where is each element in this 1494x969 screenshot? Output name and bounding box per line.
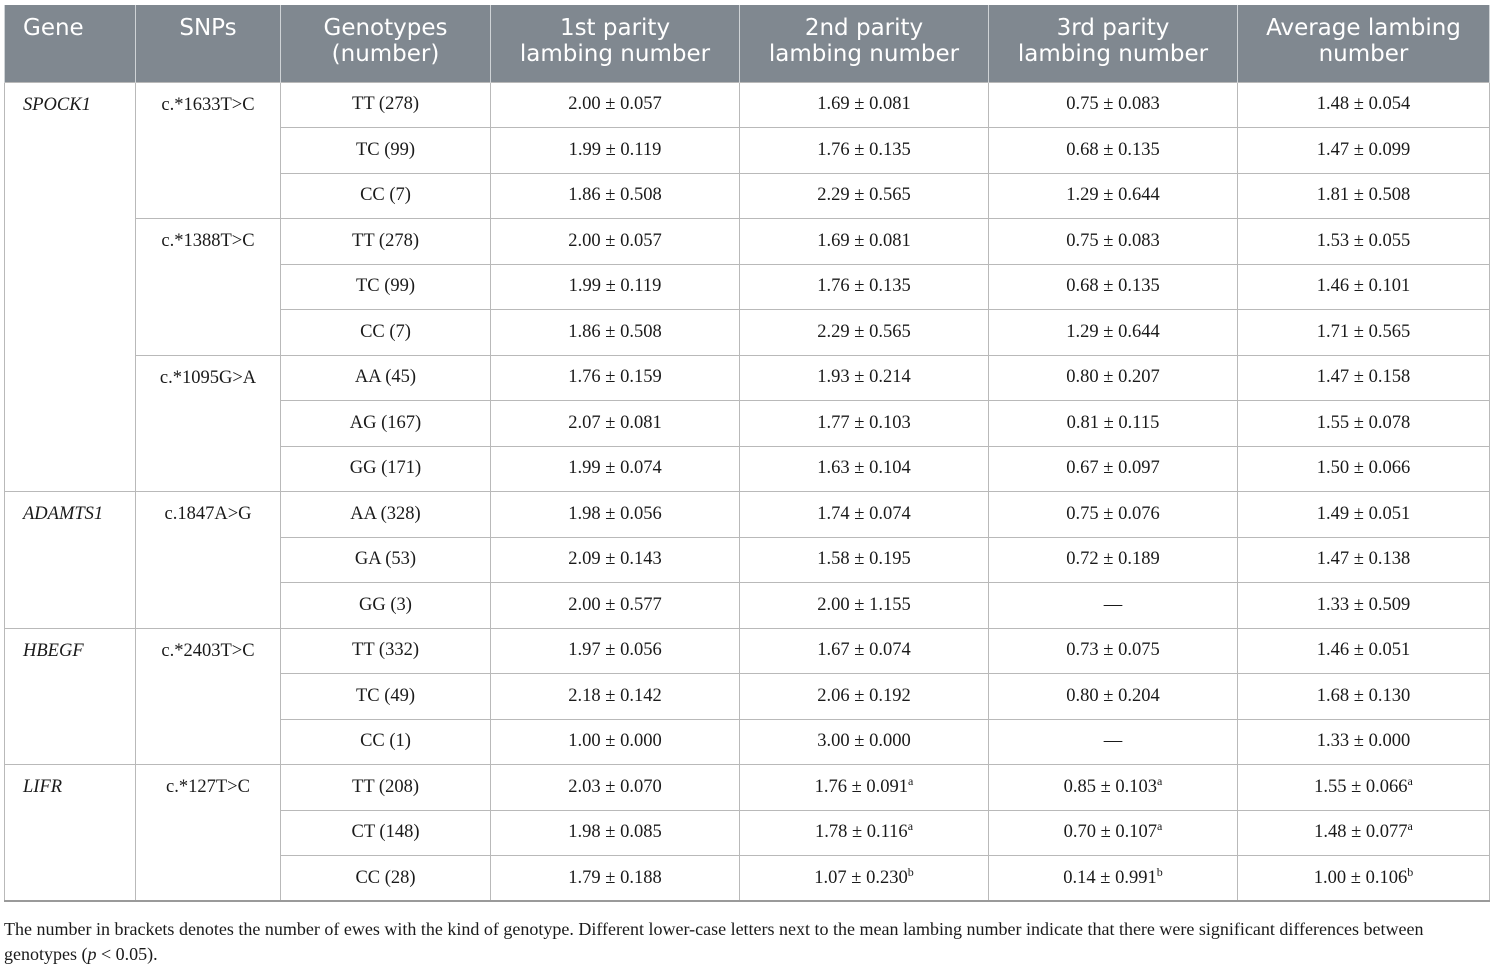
- average-cell-value: 1.33 ± 0.509: [1316, 594, 1411, 615]
- genotype-cell: TC (99): [281, 128, 491, 174]
- third-parity-cell: [989, 674, 1238, 720]
- first-parity-cell-value: 1.86 ± 0.508: [568, 321, 662, 342]
- genotype-cell: CC (7): [281, 173, 491, 219]
- first-parity-cell-value: 1.00 ± 0.000: [568, 731, 662, 752]
- header-first-parity: [491, 5, 740, 82]
- first-parity-cell-value: 2.03 ± 0.070: [568, 776, 662, 797]
- genotype-cell: GG (171): [281, 446, 491, 492]
- first-parity-cell-value: 1.76 ± 0.159: [568, 367, 662, 388]
- genotype-cell: GA (53): [281, 537, 491, 583]
- second-parity-cell-value: 1.69 ± 0.081: [817, 230, 911, 251]
- significance-letter: b: [1156, 864, 1163, 879]
- average-cell: [1238, 492, 1490, 538]
- second-parity-cell-value: 1.69 ± 0.081: [817, 94, 911, 115]
- first-parity-cell: [491, 219, 740, 265]
- header-first-parity-line2: lambing number: [519, 41, 711, 67]
- third-parity-cell-value: 1.29 ± 0.644: [1066, 321, 1160, 342]
- second-parity-cell-value: 1.93 ± 0.214: [817, 367, 911, 388]
- first-parity-cell: [491, 492, 740, 538]
- first-parity-cell: [491, 173, 740, 219]
- first-parity-cell-value: 1.99 ± 0.119: [568, 276, 662, 297]
- first-parity-cell: [491, 810, 740, 856]
- footnote-p-symbol: p: [87, 944, 97, 964]
- third-parity-cell-value: 0.68 ± 0.135: [1066, 139, 1160, 160]
- third-parity-cell-value: 0.14 ± 0.991: [1063, 867, 1157, 888]
- table-body: [5, 82, 1490, 901]
- first-parity-cell-value: 1.98 ± 0.085: [568, 822, 662, 843]
- second-parity-cell: [740, 810, 989, 856]
- average-cell-value: 1.55 ± 0.078: [1316, 412, 1411, 433]
- first-parity-cell: [491, 674, 740, 720]
- genotype-cell: AA (328): [281, 492, 491, 538]
- first-parity-cell-value: 1.86 ± 0.508: [568, 185, 662, 206]
- average-cell-value: 1.68 ± 0.130: [1316, 685, 1411, 706]
- table-row: [5, 492, 1490, 538]
- first-parity-cell-value: 2.18 ± 0.142: [568, 685, 662, 706]
- table-row: [5, 355, 1490, 401]
- significance-letter: a: [907, 819, 914, 834]
- table-row: [5, 628, 1490, 674]
- second-parity-cell: [740, 674, 989, 720]
- average-cell-value: 1.49 ± 0.051: [1316, 503, 1411, 524]
- first-parity-cell: [491, 355, 740, 401]
- snp-cell: c.1847A>G: [136, 492, 281, 629]
- average-cell: [1238, 810, 1490, 856]
- third-parity-cell: [989, 446, 1238, 492]
- second-parity-cell: [740, 401, 989, 447]
- results-table-container: [4, 5, 1489, 902]
- genotype-cell: AG (167): [281, 401, 491, 447]
- first-parity-cell: [491, 765, 740, 811]
- footnote-text-end: < 0.05).: [96, 944, 158, 964]
- gene-cell: LIFR: [5, 765, 136, 902]
- second-parity-cell: [740, 583, 989, 629]
- significance-letter: b: [907, 864, 914, 879]
- second-parity-cell-value: 1.67 ± 0.074: [817, 640, 911, 661]
- header-genotypes-line2: (number): [331, 41, 440, 67]
- genotype-cell: CT (148): [281, 810, 491, 856]
- genotype-cell: TC (99): [281, 264, 491, 310]
- average-cell: [1238, 128, 1490, 174]
- genotype-cell: TT (278): [281, 82, 491, 128]
- second-parity-cell-value: 1.74 ± 0.074: [817, 503, 911, 524]
- table-row: [5, 82, 1490, 128]
- second-parity-cell-value: 1.77 ± 0.103: [817, 412, 911, 433]
- header-gene: Gene: [5, 5, 136, 82]
- genotype-cell: TT (278): [281, 219, 491, 265]
- third-parity-cell-value: —: [1103, 594, 1123, 615]
- third-parity-cell: [989, 492, 1238, 538]
- header-average: [1238, 5, 1490, 82]
- third-parity-cell-value: 0.67 ± 0.097: [1066, 458, 1160, 479]
- genotype-cell: CC (7): [281, 310, 491, 356]
- significance-letter: a: [1407, 773, 1413, 788]
- significance-letter: a: [1157, 819, 1163, 834]
- first-parity-cell-value: 2.07 ± 0.081: [568, 412, 662, 433]
- genotype-lambing-table: [4, 5, 1490, 902]
- second-parity-cell-value: 1.76 ± 0.135: [817, 276, 911, 297]
- first-parity-cell: [491, 128, 740, 174]
- average-cell-value: 1.71 ± 0.565: [1316, 321, 1411, 342]
- significance-letter: a: [1407, 819, 1413, 834]
- second-parity-cell: [740, 856, 989, 902]
- first-parity-cell-value: 2.00 ± 0.057: [568, 94, 662, 115]
- gene-cell: SPOCK1: [5, 82, 136, 492]
- first-parity-cell-value: 1.98 ± 0.056: [568, 503, 662, 524]
- third-parity-cell-value: 0.75 ± 0.083: [1066, 94, 1160, 115]
- third-parity-cell: [989, 355, 1238, 401]
- snp-cell: c.*2403T>C: [136, 628, 281, 765]
- first-parity-cell: [491, 82, 740, 128]
- third-parity-cell: [989, 810, 1238, 856]
- first-parity-cell: [491, 446, 740, 492]
- first-parity-cell: [491, 264, 740, 310]
- third-parity-cell: [989, 765, 1238, 811]
- third-parity-cell: [989, 173, 1238, 219]
- header-snps: SNPs: [136, 5, 281, 82]
- third-parity-cell: [989, 628, 1238, 674]
- third-parity-cell-value: 0.68 ± 0.135: [1066, 276, 1160, 297]
- second-parity-cell: [740, 492, 989, 538]
- first-parity-cell-value: 1.97 ± 0.056: [568, 640, 662, 661]
- first-parity-cell-value: 1.99 ± 0.119: [568, 139, 662, 160]
- first-parity-cell-value: 2.00 ± 0.057: [568, 230, 662, 251]
- header-second-parity: [740, 5, 989, 82]
- second-parity-cell: [740, 310, 989, 356]
- average-cell: [1238, 674, 1490, 720]
- third-parity-cell: [989, 401, 1238, 447]
- average-cell-value: 1.48 ± 0.077: [1314, 822, 1408, 843]
- third-parity-cell: [989, 264, 1238, 310]
- second-parity-cell: [740, 537, 989, 583]
- average-cell-value: 1.47 ± 0.158: [1316, 367, 1411, 388]
- second-parity-cell: [740, 355, 989, 401]
- average-cell-value: 1.55 ± 0.066: [1314, 776, 1408, 797]
- second-parity-cell-value: 1.76 ± 0.135: [817, 139, 911, 160]
- average-cell-value: 1.33 ± 0.000: [1316, 731, 1411, 752]
- snp-cell: c.*127T>C: [136, 765, 281, 902]
- second-parity-cell-value: 2.00 ± 1.155: [817, 594, 911, 615]
- header-second-parity-line2: lambing number: [768, 41, 960, 67]
- second-parity-cell-value: 2.06 ± 0.192: [817, 685, 911, 706]
- second-parity-cell: [740, 173, 989, 219]
- gene-cell: HBEGF: [5, 628, 136, 765]
- second-parity-cell: [740, 628, 989, 674]
- third-parity-cell-value: 0.80 ± 0.204: [1066, 685, 1160, 706]
- significance-letter: a: [908, 773, 914, 788]
- second-parity-cell-value: 2.29 ± 0.565: [817, 321, 911, 342]
- first-parity-cell: [491, 583, 740, 629]
- genotype-cell: GG (3): [281, 583, 491, 629]
- average-cell: [1238, 537, 1490, 583]
- average-cell-value: 1.81 ± 0.508: [1316, 185, 1411, 206]
- third-parity-cell-value: 0.85 ± 0.103: [1063, 776, 1158, 797]
- table-header-row: [5, 5, 1490, 82]
- average-cell: [1238, 82, 1490, 128]
- footnote-text-start: The number in brackets denotes the number of ewes with the kind of genotype. Different lower-case letters next to the mean lambing number indicate that there were significant differences between genotypes (: [4, 919, 1424, 964]
- header-third-parity-line2: lambing number: [1017, 41, 1209, 67]
- third-parity-cell-value: 0.72 ± 0.189: [1066, 549, 1160, 570]
- third-parity-cell-value: 0.75 ± 0.083: [1066, 230, 1160, 251]
- second-parity-cell: [740, 219, 989, 265]
- second-parity-cell: [740, 719, 989, 765]
- average-cell: [1238, 401, 1490, 447]
- third-parity-cell-value: 1.29 ± 0.644: [1066, 185, 1160, 206]
- average-cell: [1238, 446, 1490, 492]
- average-cell: [1238, 310, 1490, 356]
- second-parity-cell-value: 3.00 ± 0.000: [817, 731, 911, 752]
- second-parity-cell: [740, 446, 989, 492]
- average-cell-value: 1.46 ± 0.101: [1316, 276, 1411, 297]
- header-genotypes: [281, 5, 491, 82]
- third-parity-cell: [989, 82, 1238, 128]
- header-average-line1: Average lambing: [1266, 15, 1461, 41]
- third-parity-cell-value: 0.80 ± 0.207: [1066, 367, 1160, 388]
- genotype-cell: TT (332): [281, 628, 491, 674]
- first-parity-cell-value: 2.09 ± 0.143: [568, 549, 662, 570]
- average-cell: [1238, 583, 1490, 629]
- third-parity-cell: [989, 128, 1238, 174]
- significance-letter: b: [1407, 864, 1414, 879]
- average-cell: [1238, 856, 1490, 902]
- average-cell-value: 1.47 ± 0.099: [1316, 139, 1411, 160]
- snp-cell: c.*1388T>C: [136, 219, 281, 356]
- average-cell: [1238, 355, 1490, 401]
- table-row: [5, 219, 1490, 265]
- third-parity-cell-value: —: [1103, 731, 1123, 752]
- header-first-parity-line1: 1st parity: [559, 15, 671, 41]
- average-cell-value: 1.53 ± 0.055: [1316, 230, 1411, 251]
- header-third-parity-line1: 3rd parity: [1056, 15, 1170, 41]
- genotype-cell: TT (208): [281, 765, 491, 811]
- genotype-cell: CC (1): [281, 719, 491, 765]
- first-parity-cell-value: 2.00 ± 0.577: [568, 594, 662, 615]
- second-parity-cell-value: 1.07 ± 0.230: [814, 867, 908, 888]
- third-parity-cell: [989, 310, 1238, 356]
- average-cell: [1238, 173, 1490, 219]
- first-parity-cell: [491, 719, 740, 765]
- gene-cell: ADAMTS1: [5, 492, 136, 629]
- second-parity-cell-value: 1.78 ± 0.116: [814, 822, 908, 843]
- third-parity-cell: [989, 219, 1238, 265]
- second-parity-cell: [740, 82, 989, 128]
- snp-cell: c.*1633T>C: [136, 82, 281, 219]
- third-parity-cell-value: 0.75 ± 0.076: [1066, 503, 1160, 524]
- first-parity-cell: [491, 401, 740, 447]
- average-cell-value: 1.48 ± 0.054: [1316, 94, 1411, 115]
- genotype-cell: TC (49): [281, 674, 491, 720]
- header-second-parity-line1: 2nd parity: [804, 15, 924, 41]
- average-cell: [1238, 264, 1490, 310]
- second-parity-cell: [740, 765, 989, 811]
- first-parity-cell-value: 1.79 ± 0.188: [568, 867, 662, 888]
- table-row: [5, 765, 1490, 811]
- average-cell: [1238, 719, 1490, 765]
- second-parity-cell: [740, 128, 989, 174]
- significance-letter: a: [1157, 773, 1163, 788]
- first-parity-cell: [491, 856, 740, 902]
- third-parity-cell-value: 0.73 ± 0.075: [1066, 640, 1160, 661]
- average-cell: [1238, 765, 1490, 811]
- average-cell-value: 1.46 ± 0.051: [1316, 640, 1411, 661]
- table-footnote: [4, 917, 1489, 967]
- first-parity-cell-value: 1.99 ± 0.074: [568, 458, 662, 479]
- header-third-parity: [989, 5, 1238, 82]
- header-average-line2: number: [1318, 41, 1409, 67]
- third-parity-cell: [989, 719, 1238, 765]
- third-parity-cell-value: 0.70 ± 0.107: [1063, 822, 1158, 843]
- average-cell: [1238, 628, 1490, 674]
- snp-cell: c.*1095G>A: [136, 355, 281, 492]
- genotype-cell: AA (45): [281, 355, 491, 401]
- first-parity-cell: [491, 537, 740, 583]
- third-parity-cell: [989, 583, 1238, 629]
- average-cell: [1238, 219, 1490, 265]
- first-parity-cell: [491, 628, 740, 674]
- third-parity-cell-value: 0.81 ± 0.115: [1066, 412, 1160, 433]
- header-genotypes-line1: Genotypes: [323, 15, 448, 41]
- third-parity-cell: [989, 537, 1238, 583]
- second-parity-cell: [740, 264, 989, 310]
- second-parity-cell-value: 2.29 ± 0.565: [817, 185, 911, 206]
- average-cell-value: 1.47 ± 0.138: [1316, 549, 1411, 570]
- third-parity-cell: [989, 856, 1238, 902]
- second-parity-cell-value: 1.76 ± 0.091: [814, 776, 909, 797]
- genotype-cell: CC (28): [281, 856, 491, 902]
- average-cell-value: 1.50 ± 0.066: [1316, 458, 1411, 479]
- second-parity-cell-value: 1.63 ± 0.104: [817, 458, 911, 479]
- second-parity-cell-value: 1.58 ± 0.195: [817, 549, 911, 570]
- average-cell-value: 1.00 ± 0.106: [1313, 867, 1408, 888]
- first-parity-cell: [491, 310, 740, 356]
